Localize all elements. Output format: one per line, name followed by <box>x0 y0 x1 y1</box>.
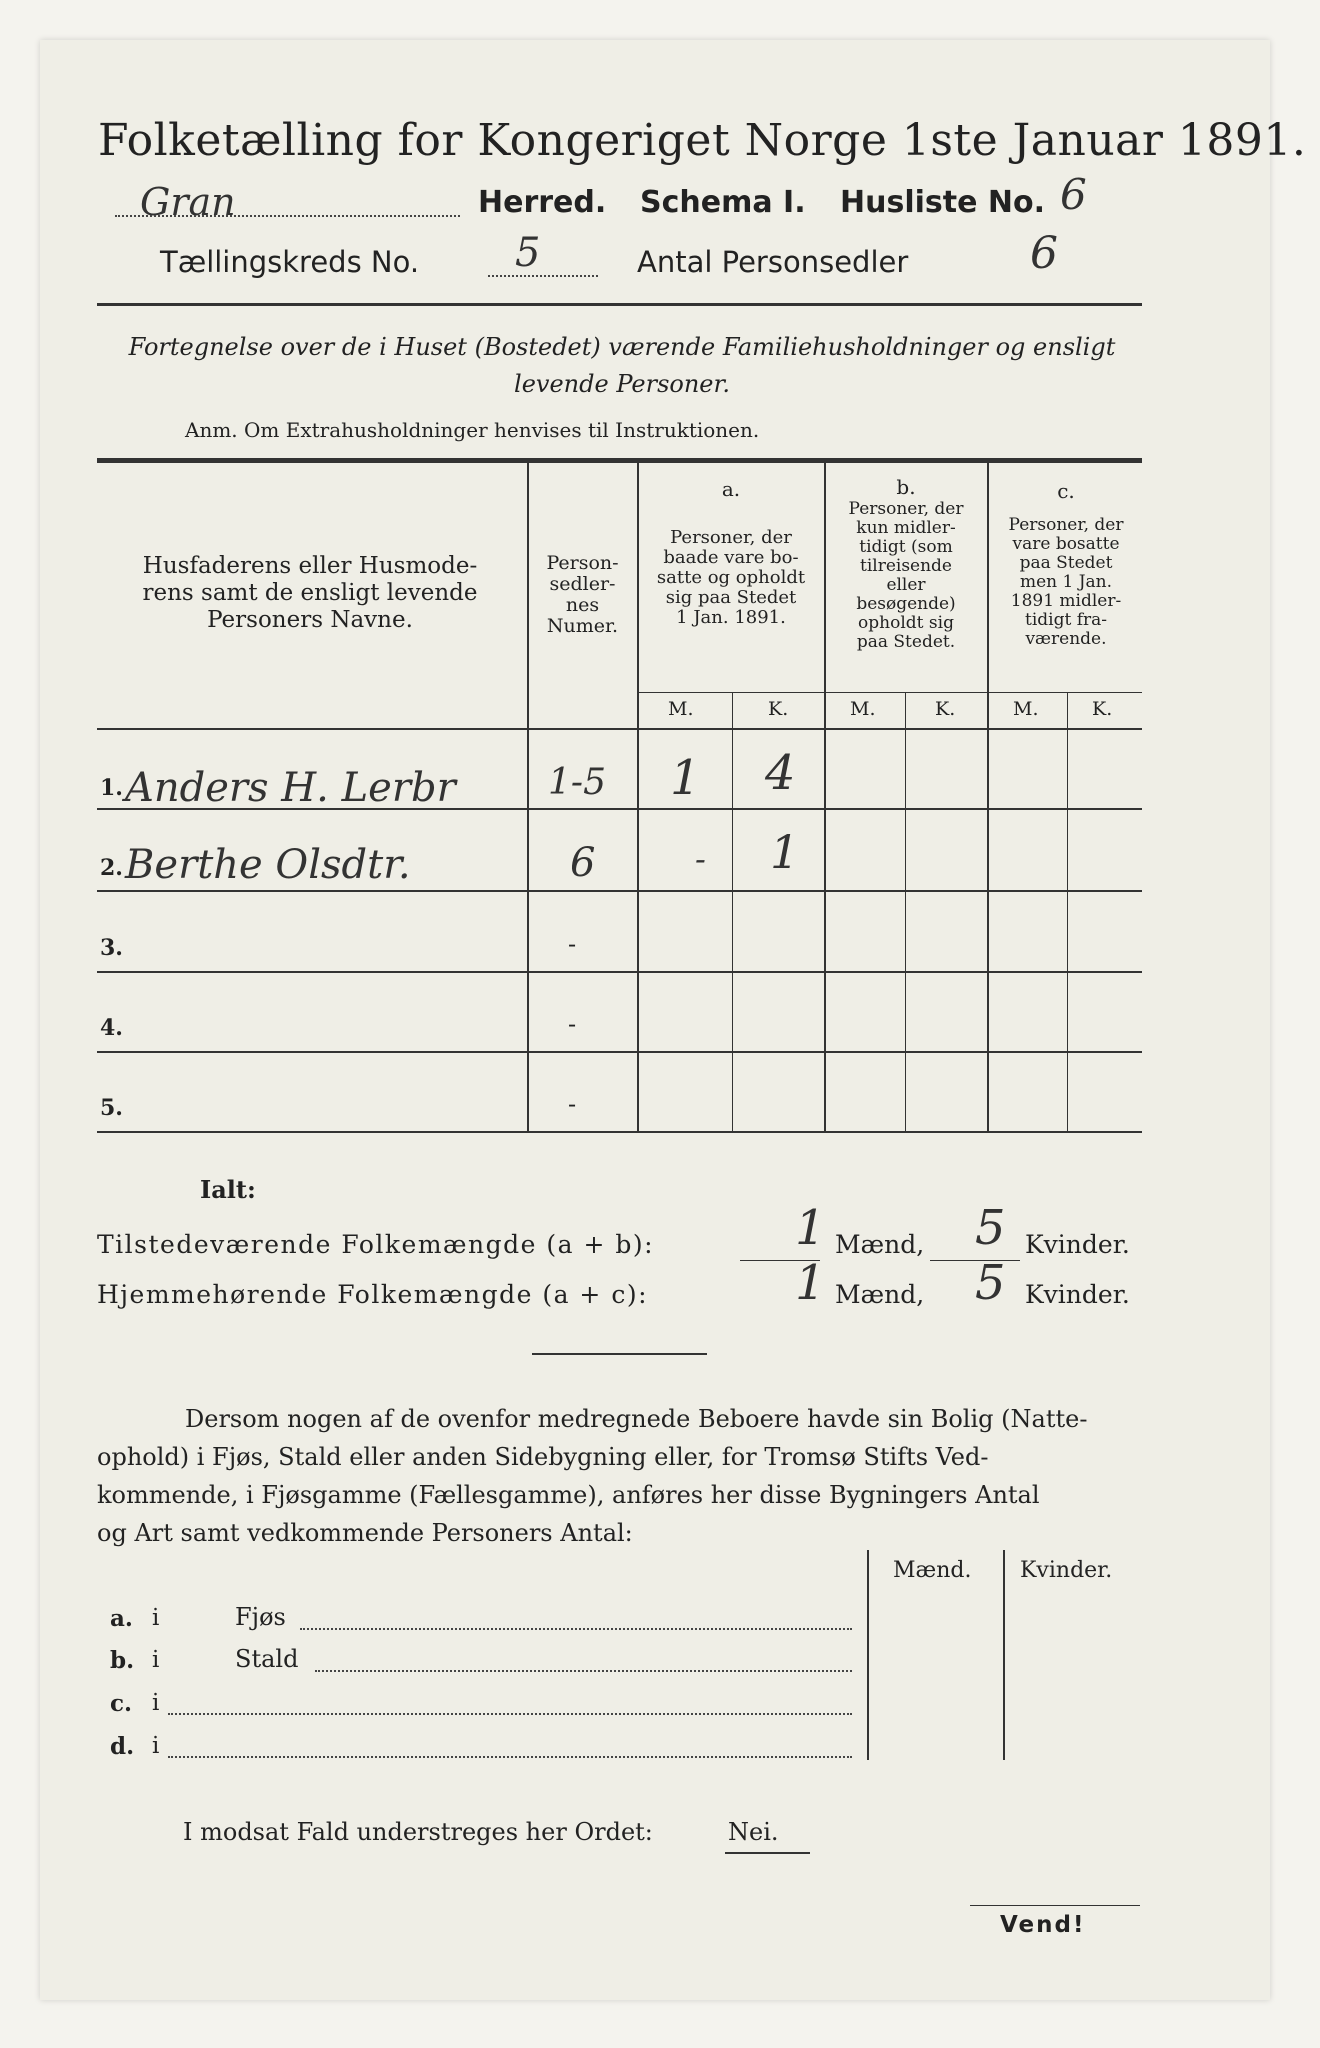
bolig-col-maend: Mænd. <box>893 1558 972 1583</box>
husliste-value: 6 <box>1060 170 1087 219</box>
header-b-letter: b. <box>896 475 916 499</box>
nei-word: Nei. <box>728 1818 779 1846</box>
bolig-b-letter: b. <box>110 1647 135 1674</box>
row-5-num: - <box>568 1090 577 1118</box>
bolig-paragraph: Dersom nogen af de ovenfor medregnede Beboere havde sin Bolig (Natte- ophold) i Fjøs, Stald eller anden Sidebygning eller, for Tromsø Stifts Ved- kommende, i Fjøsgamme (Fællesgamme), anføres her disse Bygningers Antal og Art samt vedkommende Personers Antal: <box>97 1405 1088 1547</box>
row-3-number: 3. <box>100 935 123 961</box>
bolig-col-kvinder: Kvinder. <box>1020 1558 1113 1583</box>
bolig-d-letter: d. <box>110 1733 135 1760</box>
form-title: Folketælling for Kongeriget Norge 1ste Januar 1891. <box>98 115 1307 166</box>
header-a-letter: a. <box>721 477 741 501</box>
intro-line-2: levende Personer. <box>514 370 730 398</box>
header-a-k: K. <box>768 698 789 720</box>
header-c-k: K. <box>1092 698 1113 720</box>
antal-label: Antal Personsedler <box>637 245 909 279</box>
row-2-a-k: 1 <box>770 825 800 879</box>
hjemme-k: 5 <box>975 1255 1006 1311</box>
bolig-a-label: Fjøs <box>235 1603 286 1631</box>
row-2-num: 6 <box>570 840 596 886</box>
bolig-c-i: i <box>152 1690 160 1716</box>
bolig-c-letter: c. <box>110 1690 133 1717</box>
row-4-number: 4. <box>100 1015 123 1041</box>
herred-label: Herred. <box>478 185 607 220</box>
row-2-number: 2. <box>100 855 123 881</box>
header-c: Personer, der vare bosatte paa Stedet men 1 Jan. 1891 midler- tidigt fra- værende. <box>1008 515 1124 649</box>
row-1-num: 1-5 <box>548 762 606 803</box>
row-1-a-m: 1 <box>670 750 701 806</box>
header-names: Husfaderens eller Husmode- rens samt de ensligt levende Personers Navne. <box>142 553 478 633</box>
row-1-name: Anders H. Lerbr <box>125 765 456 811</box>
bolig-d-i: i <box>152 1733 160 1759</box>
header-number: Person- sedler- nes Numer. <box>546 552 619 637</box>
ialt-label: Ialt: <box>200 1175 256 1204</box>
intro-line-1: Fortegnelse over de i Huset (Bostedet) værende Familiehusholdninger og ensligt <box>128 333 1116 361</box>
anm-note: Anm. Om Extrahusholdninger henvises til Instruktionen. <box>185 418 760 442</box>
row-2-name: Berthe Olsdtr. <box>125 842 411 888</box>
bolig-b-label: Stald <box>235 1645 299 1673</box>
row-3-num: - <box>568 930 577 958</box>
vend-label: Vend! <box>1000 1912 1086 1938</box>
husliste-label: Husliste No. <box>840 185 1045 220</box>
header-c-letter: c. <box>1057 479 1075 503</box>
row-1-a-k: 4 <box>765 745 796 801</box>
kreds-value: 5 <box>515 230 541 276</box>
header-b-k: K. <box>935 698 956 720</box>
row-4-num: - <box>568 1010 577 1038</box>
hjemme-label: Hjemmehørende Folkemængde (a + c): <box>97 1280 648 1309</box>
tilstede-m: 1 <box>795 1200 826 1256</box>
bolig-b-i: i <box>152 1647 160 1673</box>
herred-value: Gran <box>140 180 236 224</box>
modsat-text: I modsat Fald understreges her Ordet: <box>183 1818 653 1846</box>
header-a: Personer, der baade vare bo- satte og opholdt sig paa Stedet 1 Jan. 1891. <box>656 527 806 628</box>
row-2-a-m: - <box>695 840 706 878</box>
schema-label: Schema I. <box>640 185 806 220</box>
tilstede-label: Tilstedeværende Folkemængde (a + b): <box>97 1230 655 1259</box>
hjemme-kvinder: Kvinder. <box>1025 1280 1130 1309</box>
header-c-m: M. <box>1013 698 1039 720</box>
header-a-m: M. <box>668 698 694 720</box>
header-b: Personer, der kun midler- tidigt (som tilreisende eller besøgende) opholdt sig paa Stedet. <box>848 499 964 652</box>
tilstede-maend: Mænd, <box>835 1230 925 1259</box>
bolig-a-letter: a. <box>110 1605 133 1632</box>
row-1-number: 1. <box>100 775 123 801</box>
hjemme-m: 1 <box>795 1255 826 1311</box>
antal-value: 6 <box>1030 228 1058 279</box>
tilstede-kvinder: Kvinder. <box>1025 1230 1130 1259</box>
tilstede-k: 5 <box>975 1200 1006 1256</box>
kreds-label: Tællingskreds No. <box>160 245 420 279</box>
header-b-m: M. <box>850 698 876 720</box>
bolig-a-i: i <box>152 1605 160 1631</box>
row-5-number: 5. <box>100 1095 123 1121</box>
hjemme-maend: Mænd, <box>835 1280 925 1309</box>
